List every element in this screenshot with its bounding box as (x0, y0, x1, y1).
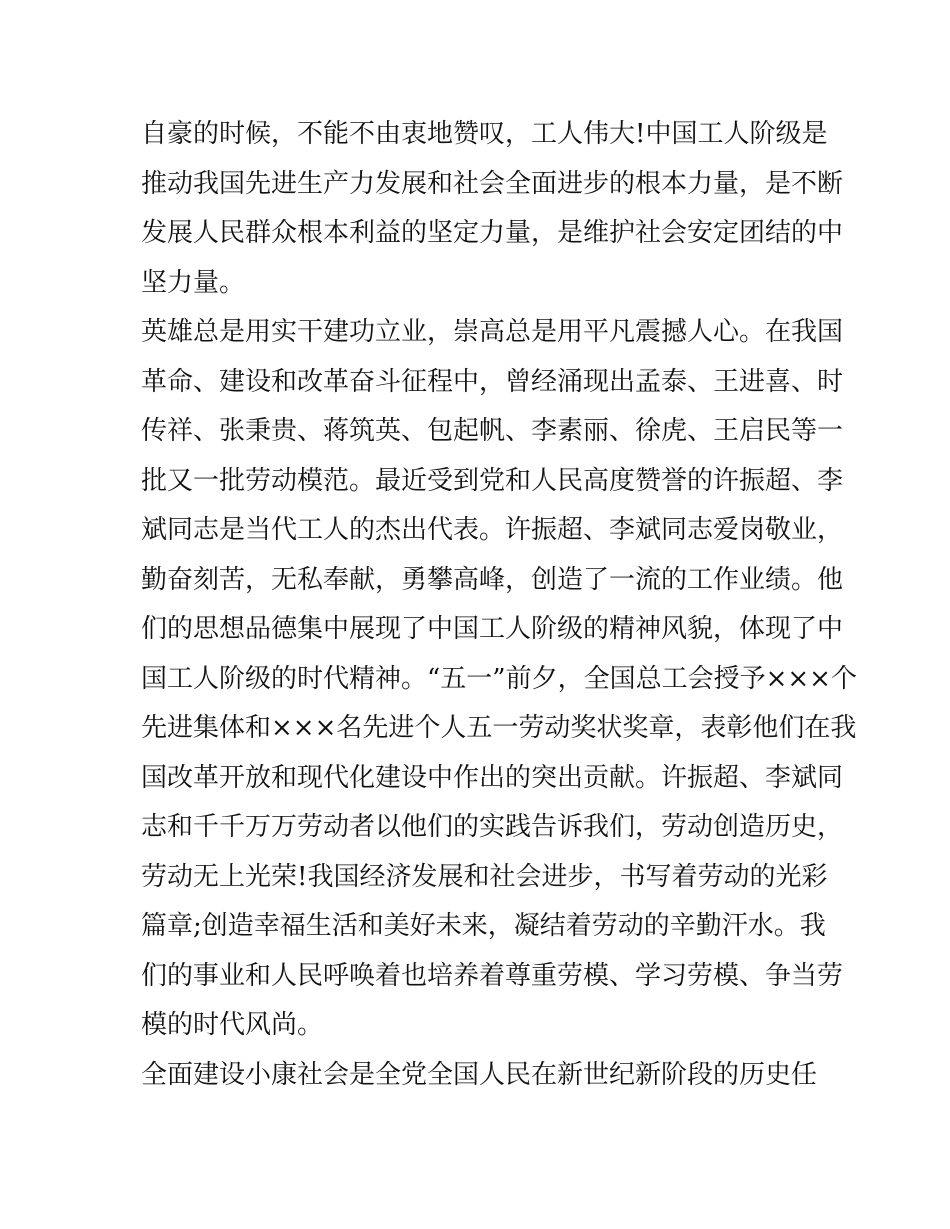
text-line: 劳动无上光荣!我国经济发展和社会进步，书写着劳动的光彩 (141, 861, 828, 892)
text-line: 们的事业和人民呼唤着也培养着尊重劳模、学习劳模、争当劳 (141, 960, 844, 991)
text-line: 国工人阶级的时代精神。“五一”前夕，全国总工会授予×××个 (141, 663, 857, 694)
text-line: 英雄总是用实干建功立业，崇高总是用平凡震撼人心。在我国 (141, 317, 844, 347)
text-line: 志和千千万万劳动者以他们的实践告诉我们，劳动创造历史， (141, 812, 844, 842)
text-line: 批又一批劳动模范。最近受到党和人民高度赞誉的许振超、李 (141, 465, 844, 496)
text-line: 发展人民群众根本利益的坚定力量，是维护社会安定团结的中 (141, 218, 844, 248)
text-line: 传祥、张秉贵、蒋筑英、包起帆、李素丽、徐虎、王启民等一 (141, 416, 844, 446)
text-line: 勤奋刻苦，无私奉献，勇攀高峰，创造了一流的工作业绩。他 (141, 564, 844, 595)
text-line: 自豪的时候，不能不由衷地赞叹，工人伟大!中国工人阶级是 (141, 119, 828, 149)
text-line: 斌同志是当代工人的杰出代表。许振超、李斌同志爱岗敬业， (141, 515, 844, 545)
text-line: 篇章;创造幸福生活和美好未来，凝结着劳动的辛勤汗水。我 (141, 911, 826, 941)
text-line: 国改革开放和现代化建设中作出的突出贡献。许振超、李斌同 (141, 762, 844, 793)
document-body (141, 110, 857, 1100)
text-line: 全面建设小康社会是全党全国人民在新世纪新阶段的历史任 (141, 1059, 818, 1090)
text-line: 们的思想品德集中展现了中国工人阶级的精神风貌，体现了中 (141, 614, 844, 644)
text-line: 革命、建设和改革奋斗征程中，曾经涌现出孟泰、王进喜、时 (141, 366, 844, 397)
text-line: 模的时代风尚。 (141, 1010, 324, 1040)
text-line: 先进集体和×××名先进个人五一劳动奖状奖章，表彰他们在我 (141, 713, 857, 743)
text-line: 坚力量。 (141, 267, 246, 298)
text-line: 推动我国先进生产力发展和社会全面进步的根本力量，是不断 (141, 168, 844, 199)
